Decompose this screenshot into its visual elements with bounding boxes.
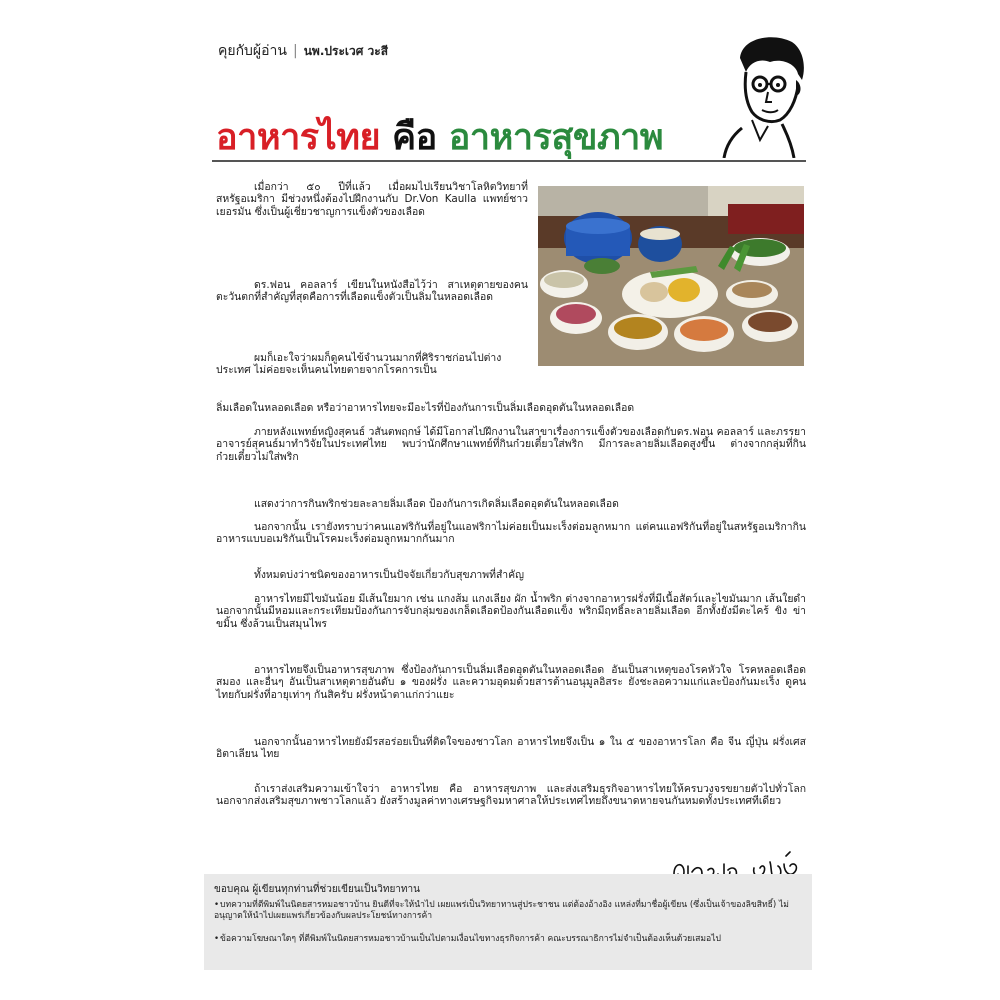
paragraph-5: แสดงว่าการกินพริกช่วยละลายลิ่มเลือด ป้องกันการเกิดลิ่มเลือดอุดตันในหลอดเลือด [254,498,619,510]
reader-notice-box [204,874,812,970]
notice-item-text: ข้อความโฆษณาใดๆ ที่ตีพิมพ์ในนิตยสารหมอชาวบ้านเป็นไปตามเงื่อนไขทางธุรกิจการค้า คณะบรรณาธิการไม่จำเป็นต้องเห็นด้วยเสมอไป [220,934,721,944]
header-separator: | [292,43,298,59]
notice-item-text: บทความที่ตีพิมพ์ในนิตยสารหมอชาวบ้าน ยินดีที่จะให้นำไป เผยแพร่เป็นวิทยาทานสู่ประชาชน แต่ต้องอ้างอิง แหล่งที่มาชื่อผู้เขียน (ซึ่งเป็นเจ้าของลิขสิทธิ์) ไม่อนุญาตให้นำไปเผยแพร่เกี่ยวข้องกับผลประโยชน์ทางการค้า [214,900,789,921]
column-header [218,40,388,62]
title-part-health-food: อาหารสุขภาพ [448,117,664,158]
author-portrait-sketch [712,28,808,158]
notice-title: ขอบคุณ ผู้เขียนทุกท่านที่ช่วยเขียนเป็นวิทยาทาน [214,884,420,895]
notice-item-copyright [214,900,804,922]
author-name: นพ.ประเวศ วะสี [303,44,389,58]
paragraph-3-end: ลิ่มเลือดในหลอดเลือด หรือว่าอาหารไทยจะมีอะไรที่ป้องกันการเป็นลิ่มเลือดอุดตันในหลอดเลือด [216,402,635,414]
thai-food-photo [538,186,804,366]
paragraph-2: ดร.ฟอน คอลลาร์ เขียนในหนังสือไว้ว่า สาเหตุตายของคนตะวันตกที่สำคัญที่สุดคือการที่เลือดแข็งตัวเป็นลิ่มในหลอดเลือด [216,279,528,304]
paragraph-8: อาหารไทยมีไขมันน้อย มีเส้นใยมาก เช่น แกงส้ม แกงเลียง ผัก น้ำพริก ต่างจากอาหารฝรั่งที่มีเนื้อสัตว์และไขมันมาก เส้นใยดำ นอกจากนั้นมีหอมและกระเทียมป้องกันการจับกลุ่มของเกล็ดเลือดป้องกันเลือดแข็ง พริกมีฤทธิ์ละลายลิ่มเลือด อีกทั้งยังมีตะไคร้ ขิง ข่า ขมิ้น ซึ่งล้วนเป็นสมุนไพร [216,593,806,630]
article-title [216,108,663,165]
paragraph-4: ภายหลังแพทย์หญิงสุคนธ์ วสันตพฤกษ์ ได้มีโอกาสไปฝึกงานในสาขาเรื่องการแข็งตัวของเลือดกับดร.ฟอน คอลลาร์ และภรรยา อาจารย์สุคนธ์มาทำวิจัยในประเทศไทย พบว่านักศึกษาแพทย์ที่กินก๋วยเตี๋ยวใส่พริก มีการละลายลิ่มเลือดสูงขึ้น ต่างจากกลุ่มที่กินก๋วยเตี๋ยวไม่ใส่พริก [216,426,806,463]
paragraph-7: ทั้งหมดบ่งว่าชนิดของอาหารเป็นปัจจัยเกี่ยวกับสุขภาพที่สำคัญ [254,569,524,581]
paragraph-3-start: ผมก็เอะใจว่าผมก็ดูคนไข้จำนวนมากที่ศิริราชก่อนไปต่างประเทศ ไม่ค่อยจะเห็นคนไทยตายจากโรคการเป็น [216,352,502,377]
paragraph-10: นอกจากนั้นอาหารไทยยังมีรสอร่อยเป็นที่ติดใจของชาวโลก อาหารไทยจึงเป็น ๑ ใน ๕ ของอาหารโลก คือ จีน ญี่ปุ่น ฝรั่งเศส อิตาเลียน ไทย [216,736,806,761]
title-part-is: คือ [392,117,437,158]
paragraph-6: นอกจากนั้น เรายังทราบว่าคนแอฟริกันที่อยู่ในแอฟริกาไม่ค่อยเป็นมะเร็งต่อมลูกหมาก แต่คนแอฟริกันที่อยู่ในสหรัฐอเมริกากินอาหารแบบอเมริกันเป็นโรคมะเร็งต่อมลูกหมากกันมาก [216,521,806,546]
paragraph-1: เมื่อกว่า ๕๐ ปีที่แล้ว เมื่อผมไปเรียนวิชาโลหิตวิทยาที่สหรัฐอเมริกา มีช่วงหนึ่งต้องไปฝึกงานกับ Dr.Von Kaulla แพทย์ชาวเยอรมัน ซึ่งเป็นผู้เชี่ยวชาญการแข็งตัวของเลือด [216,181,528,218]
title-part-thai-food: อาหารไทย [216,117,381,158]
notice-item-advertising [214,934,804,945]
bullet-icon: • [214,900,220,910]
paragraph-9: อาหารไทยจึงเป็นอาหารสุขภาพ ซึ่งป้องกันการเป็นลิ่มเลือดอุดตันในหลอดเลือด อันเป็นสาเหตุของโรคหัวใจ โรคหลอดเลือดสมอง และอื่นๆ อันเป็นสาเหตุตายอันดับ ๑ ของฝรั่ง และความอุดมด้วยสารต้านอนุมูลอิสระ ยังชะลอความแก่และป้องกันมะเร็ง ดูคนไทยกับฝรั่งที่อายุเท่าๆ กันสิครับ ฝรั่งหน้าตาแก่กว่าแยะ [216,664,806,701]
title-divider [212,160,806,162]
bullet-icon: • [214,934,220,944]
paragraph-11: ถ้าเราส่งเสริมความเข้าใจว่า อาหารไทย คือ อาหารสุขภาพ และส่งเสริมธุรกิจอาหารไทยให้ครบวงจรขยายตัวไปทั่วโลก นอกจากส่งเสริมสุขภาพชาวโลกแล้ว ยังสร้างมูลค่าทางเศรษฐกิจมหาศาลให้ประเทศไทยถึงขนาดหายจนกันหมดทั้งประเทศทีเดียว [216,783,806,808]
column-name: คุยกับผู้อ่าน [218,43,287,59]
